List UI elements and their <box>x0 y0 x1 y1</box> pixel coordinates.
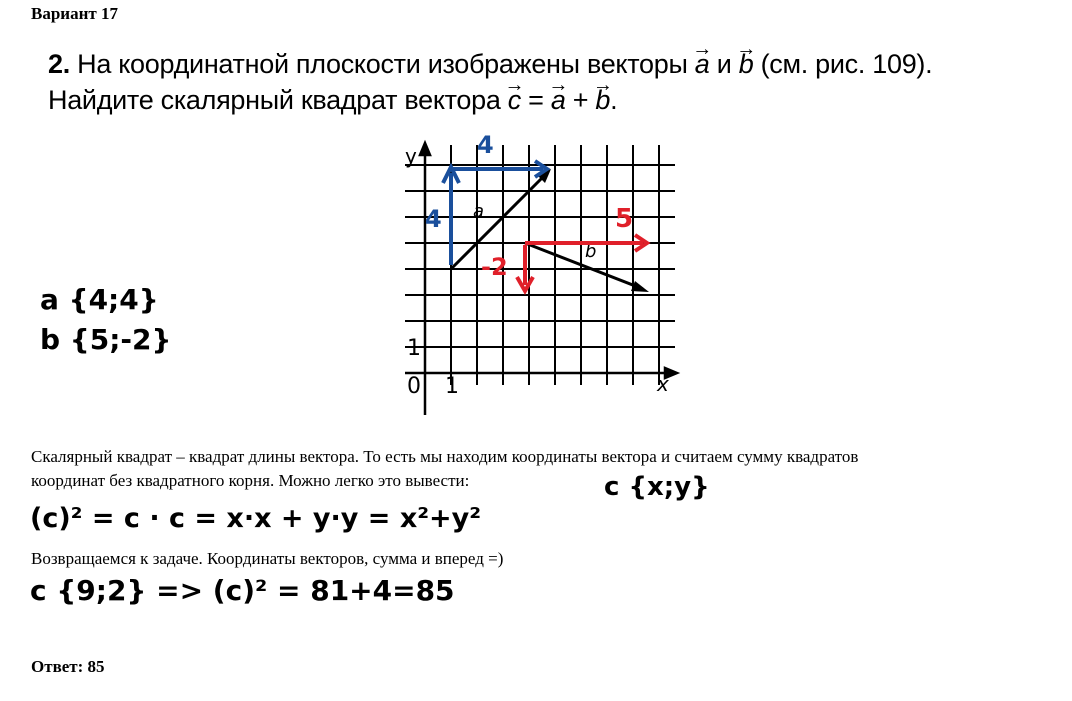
vector-a-symbol-2: → a <box>551 85 566 115</box>
variant-title: Вариант 17 <box>31 4 118 23</box>
explanation-line-2: координат без квадратного корня. Можно легко это вывести: <box>31 471 470 490</box>
handwritten-formula: (c)² = c · c = x·x + y·y = x²+y² <box>30 503 482 534</box>
figure-reference: (см. рис. 109). <box>760 49 933 79</box>
coords-b: b {5;-2} <box>40 323 172 356</box>
vector-c-symbol: → c <box>508 85 521 115</box>
coords-a: a {4;4} <box>40 283 159 316</box>
equals-sign: = <box>528 85 544 115</box>
axis-x-label: x <box>657 372 669 396</box>
task-line-2 <box>48 82 932 118</box>
red-dx-note: 5 <box>615 204 634 234</box>
explanation-paragraph-1 <box>31 445 858 493</box>
handwritten-c-generic: c {x;y} <box>604 472 710 502</box>
vector-b-symbol: → b <box>739 49 754 79</box>
plus-sign: + <box>572 85 589 115</box>
vector-b-symbol-2: → b <box>595 85 610 115</box>
period: . <box>610 85 618 115</box>
vector-a-symbol: → a <box>695 49 710 79</box>
axis-y-label: y <box>405 144 417 168</box>
red-dy-note: -2 <box>481 253 508 281</box>
y-tick-1: 1 <box>407 336 421 361</box>
handwritten-coordinates <box>40 280 171 360</box>
task-number: 2. <box>48 49 70 79</box>
explanation-paragraph-2: Возвращаемся к задаче. Координаты векторов, сумма и вперед =) <box>31 549 504 568</box>
x-tick-1: 1 <box>445 374 459 399</box>
task-statement <box>48 46 932 118</box>
blue-dy-note: 4 <box>425 205 442 233</box>
conjunction: и <box>716 49 732 79</box>
answer: Ответ: 85 <box>31 657 105 676</box>
coordinate-figure <box>395 135 685 420</box>
task-line-1 <box>48 46 932 82</box>
blue-dx-note: 4 <box>477 135 494 159</box>
explanation-line-1: Скалярный квадрат – квадрат длины вектора. То есть мы находим координаты вектора и считаем сумму квадратов <box>31 447 859 466</box>
origin-label: 0 <box>407 374 421 399</box>
blue-annotation <box>443 161 547 265</box>
vector-a-label: a <box>473 201 485 222</box>
handwritten-result: c {9;2} => (c)² = 81+4=85 <box>30 574 455 607</box>
task-line2-text: Найдите скалярный квадрат вектора <box>48 85 501 115</box>
task-line1-text: На координатной плоскости изображены векторы <box>77 49 688 79</box>
vector-b-label: b <box>585 241 597 262</box>
